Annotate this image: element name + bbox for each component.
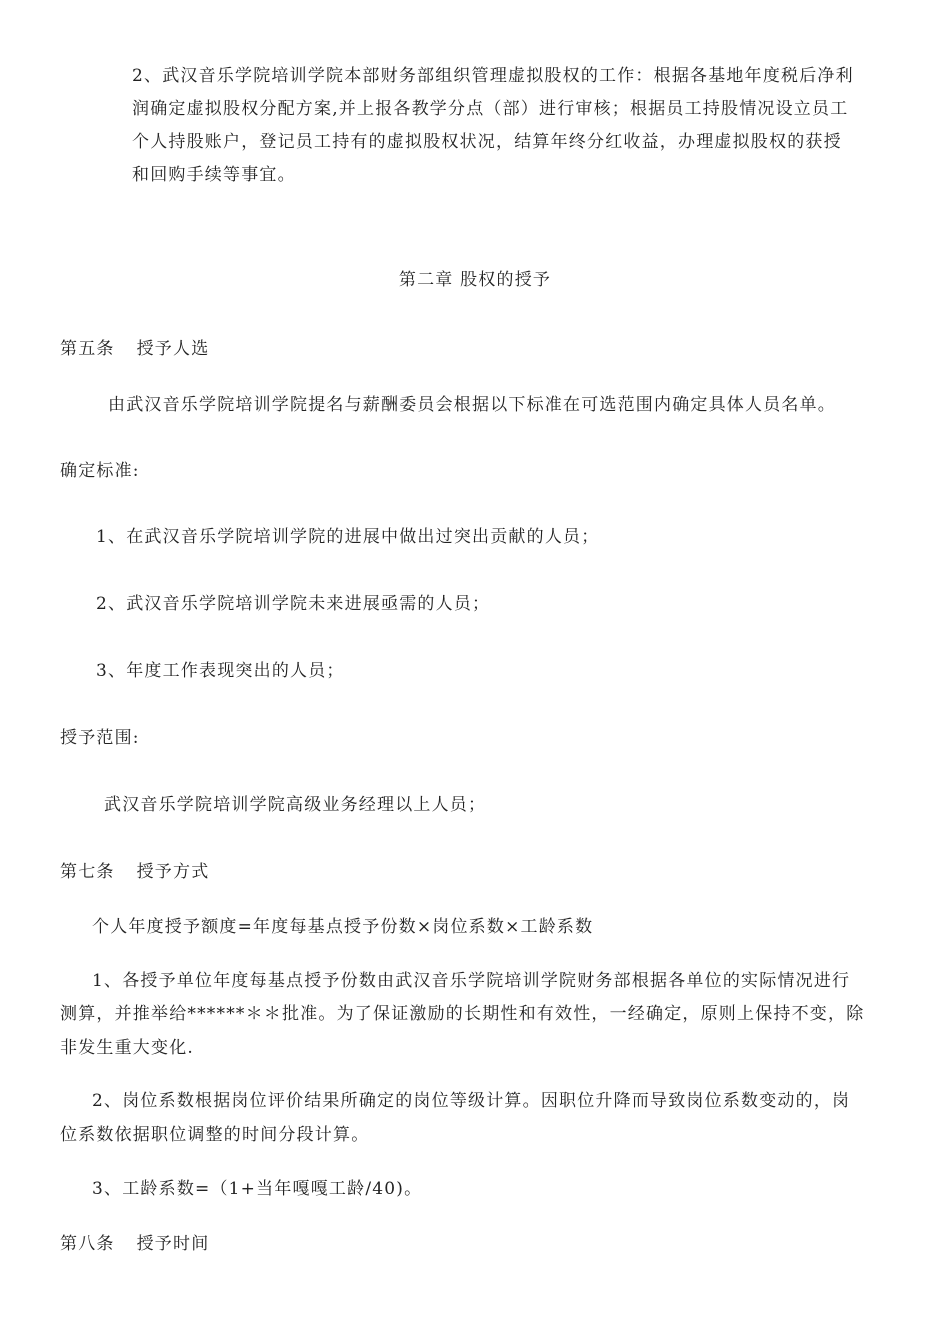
article-7-item-3: 3、工龄系数=（1+当年嘎嘎工龄/40)。 [92, 1179, 423, 1199]
article-5-number: 第五条 [60, 339, 115, 359]
scope-label: 授予范围: [60, 728, 140, 748]
article-7-item-2-line-2: 位系数依据职位调整的时间分段计算。 [60, 1125, 370, 1145]
article-7-number: 第七条 [60, 862, 115, 882]
article-5-heading: 授予人选 [136, 339, 210, 359]
criteria-label: 确定标准: [60, 461, 140, 481]
intro-line-2: 润确定虚拟股权分配方案,并上报各教学分点（部）进行审核；根据员工持股情况设立员工 [132, 99, 849, 119]
intro-line-1: 2、武汉音乐学院培训学院本部财务部组织管理虚拟股权的工作：根据各基地年度税后净利 [132, 66, 854, 86]
article-7-item-1-line-2: 测算，并推举给******＊＊批准。为了保证激励的长期性和有效性，一经确定，原则上保持不变，除 [60, 1004, 865, 1024]
article-8-title [60, 1236, 209, 1253]
article-7-item-2-line-1: 2、岗位系数根据岗位评价结果所确定的岗位等级计算。因职位升降而导致岗位系数变动的，岗 [92, 1091, 851, 1111]
article-7-title [60, 864, 209, 881]
intro-line-4: 和回购手续等事宜。 [132, 165, 296, 185]
grant-formula: 个人年度授予额度=年度每基点授予份数×岗位系数×工龄系数 [92, 917, 594, 937]
criteria-item-2: 2、武汉音乐学院培训学院未来进展亟需的人员； [96, 594, 491, 614]
article-7-item-1-line-1: 1、各授予单位年度每基点授予份数由武汉音乐学院培训学院财务部根据各单位的实际情况进行 [92, 971, 851, 991]
article-7-item-1-line-3: 非发生重大变化. [60, 1038, 195, 1058]
article-8-heading: 授予时间 [136, 1234, 210, 1254]
article-7-heading: 授予方式 [136, 862, 210, 882]
article-5-title [60, 341, 209, 358]
chapter-heading: 第二章 股权的授予 [398, 270, 552, 290]
intro-paragraph [132, 65, 892, 197]
article-8-number: 第八条 [60, 1234, 115, 1254]
intro-line-3: 个人持股账户，登记员工持有的虚拟股权状况，结算年终分红收益，办理虚拟股权的获授 [132, 132, 842, 152]
article-5-body: 由武汉音乐学院培训学院提名与薪酬委员会根据以下标准在可选范围内确定具体人员名单。 [108, 395, 836, 415]
scope-text: 武汉音乐学院培训学院高级业务经理以上人员； [104, 795, 487, 815]
criteria-item-3: 3、年度工作表现突出的人员； [96, 661, 345, 681]
criteria-item-1: 1、在武汉音乐学院培训学院的进展中做出过突出贡献的人员； [96, 527, 600, 547]
